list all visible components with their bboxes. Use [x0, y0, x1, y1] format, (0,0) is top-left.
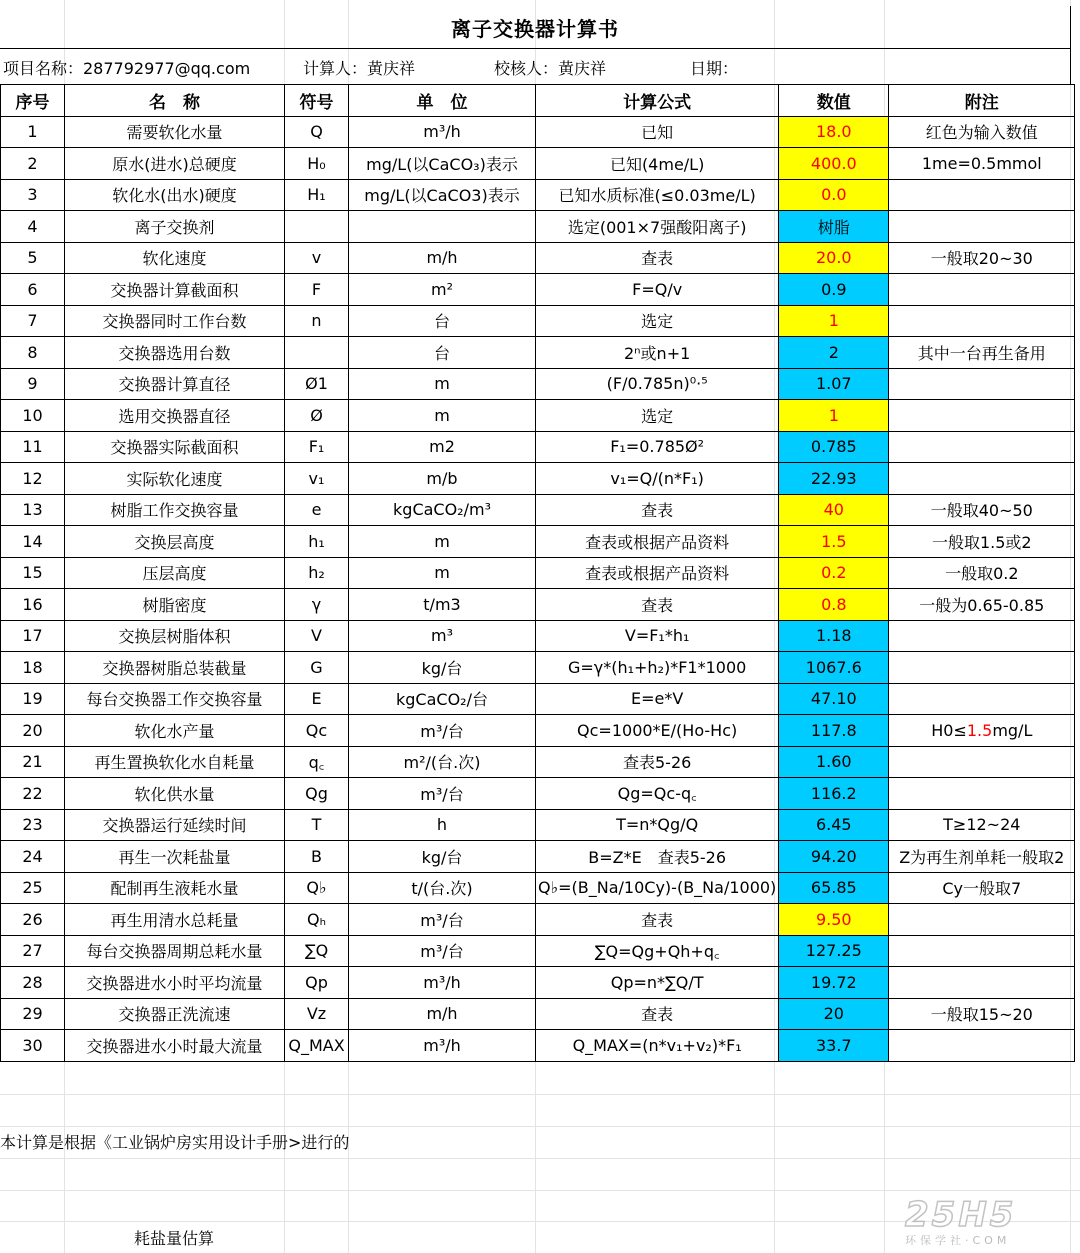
- row-value-cell[interactable]: 1.07: [779, 368, 889, 400]
- table-row: [1, 557, 1075, 589]
- row-number-cell: 11: [1, 431, 65, 463]
- row-value-cell[interactable]: 47.10: [779, 683, 889, 715]
- row-value-cell[interactable]: 1: [779, 400, 889, 432]
- row-name-cell: 软化水(出水)硬度: [65, 179, 285, 211]
- row-name-cell: 软化供水量: [65, 778, 285, 810]
- row-value-cell[interactable]: 0.2: [779, 557, 889, 589]
- row-symbol-cell: h₂: [285, 557, 349, 589]
- row-unit-cell: m³/h: [349, 1030, 536, 1062]
- project-name: 项目名称：287792977@qq.com: [3, 59, 251, 78]
- row-value-cell[interactable]: 19.72: [779, 967, 889, 999]
- row-name-cell: 交换器正洗流速: [65, 998, 285, 1030]
- row-name-cell: 配制再生液耗水量: [65, 872, 285, 904]
- row-note-cell: [889, 746, 1075, 778]
- row-number-cell: 14: [1, 526, 65, 558]
- note-part: H0≤: [931, 720, 967, 740]
- row-value-cell[interactable]: 116.2: [779, 778, 889, 810]
- row-formula-cell: 查表或根据产品资料: [536, 557, 779, 589]
- row-formula-cell: Qp=n*∑Q/T: [536, 967, 779, 999]
- row-unit-cell: m/b: [349, 463, 536, 495]
- row-formula-cell: 查表: [536, 242, 779, 274]
- row-name-cell: 树脂密度: [65, 589, 285, 621]
- row-symbol-cell: T: [285, 809, 349, 841]
- row-note-cell: [889, 967, 1075, 999]
- row-symbol-cell: H₀: [285, 148, 349, 180]
- header-symbol: 符号: [285, 85, 349, 117]
- row-unit-cell: m: [349, 557, 536, 589]
- row-number-cell: 17: [1, 620, 65, 652]
- row-unit-cell: kg/台: [349, 652, 536, 684]
- row-formula-cell: E=e*V: [536, 683, 779, 715]
- row-note-cell: [889, 400, 1075, 432]
- row-note-cell: 1me=0.5mmol: [889, 148, 1075, 180]
- row-number-cell: 1: [1, 116, 65, 148]
- row-value-cell[interactable]: 9.50: [779, 904, 889, 936]
- row-unit-cell: kgCaCO₂/m³: [349, 494, 536, 526]
- row-number-cell: 20: [1, 715, 65, 747]
- row-symbol-cell: Ø1: [285, 368, 349, 400]
- row-unit-cell: m³/台: [349, 935, 536, 967]
- row-unit-cell: kgCaCO₂/台: [349, 683, 536, 715]
- row-name-cell: 需要软化水量: [65, 116, 285, 148]
- row-number-cell: 8: [1, 337, 65, 369]
- table-row: [1, 998, 1075, 1030]
- table-row: [1, 305, 1075, 337]
- row-number-cell: 26: [1, 904, 65, 936]
- table-row: [1, 337, 1075, 369]
- table-row: [1, 431, 1075, 463]
- table-row: [1, 841, 1075, 873]
- row-formula-cell: 查表: [536, 589, 779, 621]
- row-value-cell[interactable]: 0.785: [779, 431, 889, 463]
- row-value-cell[interactable]: 40: [779, 494, 889, 526]
- table-row: [1, 368, 1075, 400]
- row-number-cell: 27: [1, 935, 65, 967]
- salt-estimate-label: 耗盐量估算: [134, 1229, 215, 1248]
- row-unit-cell: m³: [349, 620, 536, 652]
- row-name-cell: 再生用清水总耗量: [65, 904, 285, 936]
- row-note-cell: 一般为0.65-0.85: [889, 589, 1075, 621]
- row-value-cell[interactable]: 1.18: [779, 620, 889, 652]
- header-value: 数值: [779, 85, 889, 117]
- row-symbol-cell: H₁: [285, 179, 349, 211]
- row-number-cell: 3: [1, 179, 65, 211]
- row-value-cell[interactable]: 2: [779, 337, 889, 369]
- row-value-cell[interactable]: 117.8: [779, 715, 889, 747]
- row-unit-cell: m: [349, 368, 536, 400]
- row-unit-cell: m: [349, 526, 536, 558]
- row-value-cell[interactable]: 0.8: [779, 589, 889, 621]
- row-number-cell: 24: [1, 841, 65, 873]
- row-name-cell: 压层高度: [65, 557, 285, 589]
- row-formula-cell: 查表5-26: [536, 746, 779, 778]
- row-note-cell: [889, 715, 1075, 747]
- row-note-cell: [889, 683, 1075, 715]
- row-formula-cell: 查表: [536, 998, 779, 1030]
- row-value-cell[interactable]: 1.60: [779, 746, 889, 778]
- row-note-cell: [889, 652, 1075, 684]
- row-formula-cell: Q_MAX=(n*v₁+v₂)*F₁: [536, 1030, 779, 1062]
- row-formula-cell: F=Q/v: [536, 274, 779, 306]
- row-value-cell[interactable]: 0.9: [779, 274, 889, 306]
- row-value-cell[interactable]: 33.7: [779, 1030, 889, 1062]
- sheet-title: 离子交换器计算书: [0, 6, 1071, 49]
- row-name-cell: 交换器选用台数: [65, 337, 285, 369]
- row-symbol-cell: e: [285, 494, 349, 526]
- row-name-cell: 交换器同时工作台数: [65, 305, 285, 337]
- row-formula-cell: 2ⁿ或n+1: [536, 337, 779, 369]
- row-unit-cell: mg/L(以CaCO₃)表示: [349, 148, 536, 180]
- row-note-cell: [889, 274, 1075, 306]
- row-formula-cell: 已知(4me/L): [536, 148, 779, 180]
- row-number-cell: 29: [1, 998, 65, 1030]
- row-number-cell: 13: [1, 494, 65, 526]
- table-row: [1, 242, 1075, 274]
- row-formula-cell: ∑Q=Qg+Qh+q꜀: [536, 935, 779, 967]
- row-name-cell: 选用交换器直径: [65, 400, 285, 432]
- row-note-cell: [889, 463, 1075, 495]
- row-symbol-cell: v₁: [285, 463, 349, 495]
- row-value-cell[interactable]: 20.0: [779, 242, 889, 274]
- row-name-cell: 交换器进水小时最大流量: [65, 1030, 285, 1062]
- row-symbol-cell: Qc: [285, 715, 349, 747]
- row-number-cell: 23: [1, 809, 65, 841]
- row-symbol-cell: n: [285, 305, 349, 337]
- row-number-cell: 16: [1, 589, 65, 621]
- row-formula-cell: F₁=0.785Ø²: [536, 431, 779, 463]
- row-number-cell: 18: [1, 652, 65, 684]
- header-unit: 单 位: [349, 85, 536, 117]
- row-formula-cell: Qc=1000*E/(Ho-Hc): [536, 715, 779, 747]
- row-formula-cell: V=F₁*h₁: [536, 620, 779, 652]
- row-name-cell: 交换层高度: [65, 526, 285, 558]
- table-row: [1, 463, 1075, 495]
- row-unit-cell: m³/h: [349, 967, 536, 999]
- row-note-cell: 一般取15~20: [889, 998, 1075, 1030]
- row-unit-cell: t/m3: [349, 589, 536, 621]
- row-symbol-cell: Qp: [285, 967, 349, 999]
- row-formula-cell: 查表: [536, 904, 779, 936]
- header-no: 序号: [1, 85, 65, 117]
- table-row: [1, 211, 1075, 243]
- row-value-cell[interactable]: 94.20: [779, 841, 889, 873]
- row-note-cell: [889, 179, 1075, 211]
- row-unit-cell: m: [349, 400, 536, 432]
- reference-note: 本计算是根据《工业锅炉房实用设计手册>进行的: [0, 1133, 350, 1152]
- row-value-cell[interactable]: 1: [779, 305, 889, 337]
- note-part: 1.5: [966, 720, 993, 740]
- row-number-cell: 2: [1, 148, 65, 180]
- row-value-cell[interactable]: 6.45: [779, 809, 889, 841]
- table-row: [1, 935, 1075, 967]
- row-note-cell: [889, 305, 1075, 337]
- row-unit-cell: 台: [349, 305, 536, 337]
- table-row: [1, 274, 1075, 306]
- row-number-cell: 7: [1, 305, 65, 337]
- table-row: [1, 746, 1075, 778]
- row-note-cell: 一般取20~30: [889, 242, 1075, 274]
- row-value-cell[interactable]: 22.93: [779, 463, 889, 495]
- row-symbol-cell: [285, 211, 349, 243]
- row-value-cell[interactable]: 树脂: [779, 211, 889, 243]
- row-note-cell: 其中一台再生备用: [889, 337, 1075, 369]
- row-number-cell: 25: [1, 872, 65, 904]
- row-formula-cell: 选定(001×7强酸阳离子): [536, 211, 779, 243]
- row-number-cell: 5: [1, 242, 65, 274]
- row-note-cell: [889, 904, 1075, 936]
- row-symbol-cell: E: [285, 683, 349, 715]
- row-name-cell: 交换器计算截面积: [65, 274, 285, 306]
- row-name-cell: 交换器运行延续时间: [65, 809, 285, 841]
- row-value-cell[interactable]: 65.85: [779, 872, 889, 904]
- row-name-cell: 软化水产量: [65, 715, 285, 747]
- row-formula-cell: Qg=Qc-q꜀: [536, 778, 779, 810]
- row-symbol-cell: B: [285, 841, 349, 873]
- row-note-cell: Cy一般取7: [889, 872, 1075, 904]
- watermark-logo-text: 25H5: [905, 1195, 1017, 1235]
- table-row: [1, 715, 1075, 747]
- row-number-cell: 30: [1, 1030, 65, 1062]
- table-row: [1, 778, 1075, 810]
- row-formula-cell: T=n*Qg/Q: [536, 809, 779, 841]
- table-row: [1, 400, 1075, 432]
- row-symbol-cell: V: [285, 620, 349, 652]
- row-symbol-cell: Q: [285, 116, 349, 148]
- row-name-cell: 原水(进水)总硬度: [65, 148, 285, 180]
- row-unit-cell: mg/L(以CaCO3)表示: [349, 179, 536, 211]
- watermark-site-text: 环保学社·COM: [905, 1234, 1011, 1247]
- row-unit-cell: kg/台: [349, 841, 536, 873]
- row-name-cell: 交换层树脂体积: [65, 620, 285, 652]
- row-number-cell: 19: [1, 683, 65, 715]
- row-symbol-cell: Q♭: [285, 872, 349, 904]
- row-note-cell: [889, 368, 1075, 400]
- row-formula-cell: Q♭=(B_Na/10Cy)-(B_Na/1000): [536, 872, 779, 904]
- row-note-cell: 红色为输入数值: [889, 116, 1075, 148]
- table-row: [1, 967, 1075, 999]
- row-name-cell: 交换器树脂总装截量: [65, 652, 285, 684]
- row-value-cell[interactable]: 1067.6: [779, 652, 889, 684]
- header-formula: 计算公式: [536, 85, 779, 117]
- row-unit-cell: t/(台.次): [349, 872, 536, 904]
- row-name-cell: 每台交换器工作交换容量: [65, 683, 285, 715]
- row-unit-cell: m³/台: [349, 778, 536, 810]
- row-number-cell: 15: [1, 557, 65, 589]
- watermark-logo: [905, 1195, 1075, 1248]
- row-name-cell: 每台交换器周期总耗水量: [65, 935, 285, 967]
- row-name-cell: 交换器实际截面积: [65, 431, 285, 463]
- row-name-cell: 再生置换软化水自耗量: [65, 746, 285, 778]
- row-symbol-cell: ∑Q: [285, 935, 349, 967]
- table-row: [1, 179, 1075, 211]
- row-number-cell: 9: [1, 368, 65, 400]
- row-name-cell: 交换器计算直径: [65, 368, 285, 400]
- row-formula-cell: 选定: [536, 400, 779, 432]
- header-note: 附注: [889, 85, 1075, 117]
- row-unit-cell: m³/台: [349, 904, 536, 936]
- table-row: [1, 904, 1075, 936]
- table-row: [1, 620, 1075, 652]
- row-formula-cell: B=Z*E 查表5-26: [536, 841, 779, 873]
- calculator-name: 计算人：黄庆祥: [303, 59, 416, 78]
- row-unit-cell: h: [349, 809, 536, 841]
- row-unit-cell: 台: [349, 337, 536, 369]
- row-symbol-cell: v: [285, 242, 349, 274]
- table-row: [1, 683, 1075, 715]
- header-row: [1, 85, 1075, 117]
- row-symbol-cell: F₁: [285, 431, 349, 463]
- table-row: [1, 494, 1075, 526]
- row-name-cell: 再生一次耗盐量: [65, 841, 285, 873]
- row-value-cell[interactable]: 0.0: [779, 179, 889, 211]
- row-formula-cell: 查表或根据产品资料: [536, 526, 779, 558]
- row-symbol-cell: G: [285, 652, 349, 684]
- row-unit-cell: [349, 211, 536, 243]
- row-note-cell: [889, 935, 1075, 967]
- row-name-cell: 交换器进水小时平均流量: [65, 967, 285, 999]
- table-row: [1, 652, 1075, 684]
- checker-name: 校核人：黄庆祥: [494, 59, 607, 78]
- grid-line: [0, 1126, 1080, 1127]
- row-unit-cell: m²: [349, 274, 536, 306]
- row-number-cell: 4: [1, 211, 65, 243]
- row-formula-cell: (F/0.785n)⁰·⁵: [536, 368, 779, 400]
- date-label: 日期：: [690, 59, 739, 78]
- table-row: [1, 872, 1075, 904]
- grid-line: [0, 1158, 1080, 1159]
- info-row: [0, 48, 1071, 85]
- row-symbol-cell: h₁: [285, 526, 349, 558]
- row-note-cell: T≥12~24: [889, 809, 1075, 841]
- row-symbol-cell: Qg: [285, 778, 349, 810]
- row-number-cell: 21: [1, 746, 65, 778]
- row-unit-cell: m/h: [349, 998, 536, 1030]
- grid-line: [0, 1094, 1080, 1095]
- row-note-cell: [889, 1030, 1075, 1062]
- grid-line: [0, 1190, 1080, 1191]
- row-unit-cell: m2: [349, 431, 536, 463]
- row-symbol-cell: Vz: [285, 998, 349, 1030]
- table-row: [1, 809, 1075, 841]
- row-symbol-cell: F: [285, 274, 349, 306]
- calculation-table: [0, 84, 1075, 1062]
- row-unit-cell: m³/台: [349, 715, 536, 747]
- row-formula-cell: 选定: [536, 305, 779, 337]
- row-note-cell: [889, 211, 1075, 243]
- row-value-cell[interactable]: 1.5: [779, 526, 889, 558]
- table-row: [1, 526, 1075, 558]
- row-formula-cell: 查表: [536, 494, 779, 526]
- row-number-cell: 22: [1, 778, 65, 810]
- table-row: [1, 148, 1075, 180]
- row-note-cell: [889, 778, 1075, 810]
- row-note-cell: [889, 620, 1075, 652]
- row-name-cell: 实际软化速度: [65, 463, 285, 495]
- row-number-cell: 6: [1, 274, 65, 306]
- row-symbol-cell: γ: [285, 589, 349, 621]
- row-formula-cell: G=γ*(h₁+h₂)*F1*1000: [536, 652, 779, 684]
- row-value-cell[interactable]: 127.25: [779, 935, 889, 967]
- row-formula-cell: 已知水质标准(≤0.03me/L): [536, 179, 779, 211]
- row-unit-cell: m³/h: [349, 116, 536, 148]
- row-symbol-cell: Ø: [285, 400, 349, 432]
- row-symbol-cell: Qₕ: [285, 904, 349, 936]
- row-symbol-cell: Q_MAX: [285, 1030, 349, 1062]
- row-formula-cell: v₁=Q/(n*F₁): [536, 463, 779, 495]
- row-name-cell: 软化速度: [65, 242, 285, 274]
- table-row: [1, 116, 1075, 148]
- row-name-cell: 树脂工作交换容量: [65, 494, 285, 526]
- row-value-cell[interactable]: 400.0: [779, 148, 889, 180]
- row-note-cell: 一般取0.2: [889, 557, 1075, 589]
- row-number-cell: 12: [1, 463, 65, 495]
- row-number-cell: 28: [1, 967, 65, 999]
- row-unit-cell: m²/(台.次): [349, 746, 536, 778]
- row-unit-cell: m/h: [349, 242, 536, 274]
- row-note-cell: 一般取1.5或2: [889, 526, 1075, 558]
- row-name-cell: 离子交换剂: [65, 211, 285, 243]
- row-note-cell: Z为再生剂单耗一般取2: [889, 841, 1075, 873]
- row-symbol-cell: q꜀: [285, 746, 349, 778]
- row-number-cell: 10: [1, 400, 65, 432]
- note-part: mg/L: [992, 720, 1033, 740]
- row-value-cell[interactable]: 20: [779, 998, 889, 1030]
- header-name: 名 称: [65, 85, 285, 117]
- table-row: [1, 589, 1075, 621]
- table-row: [1, 1030, 1075, 1062]
- row-note-cell: 一般取40~50: [889, 494, 1075, 526]
- row-formula-cell: 已知: [536, 116, 779, 148]
- row-symbol-cell: [285, 337, 349, 369]
- row-note-cell: [889, 431, 1075, 463]
- row-value-cell[interactable]: 18.0: [779, 116, 889, 148]
